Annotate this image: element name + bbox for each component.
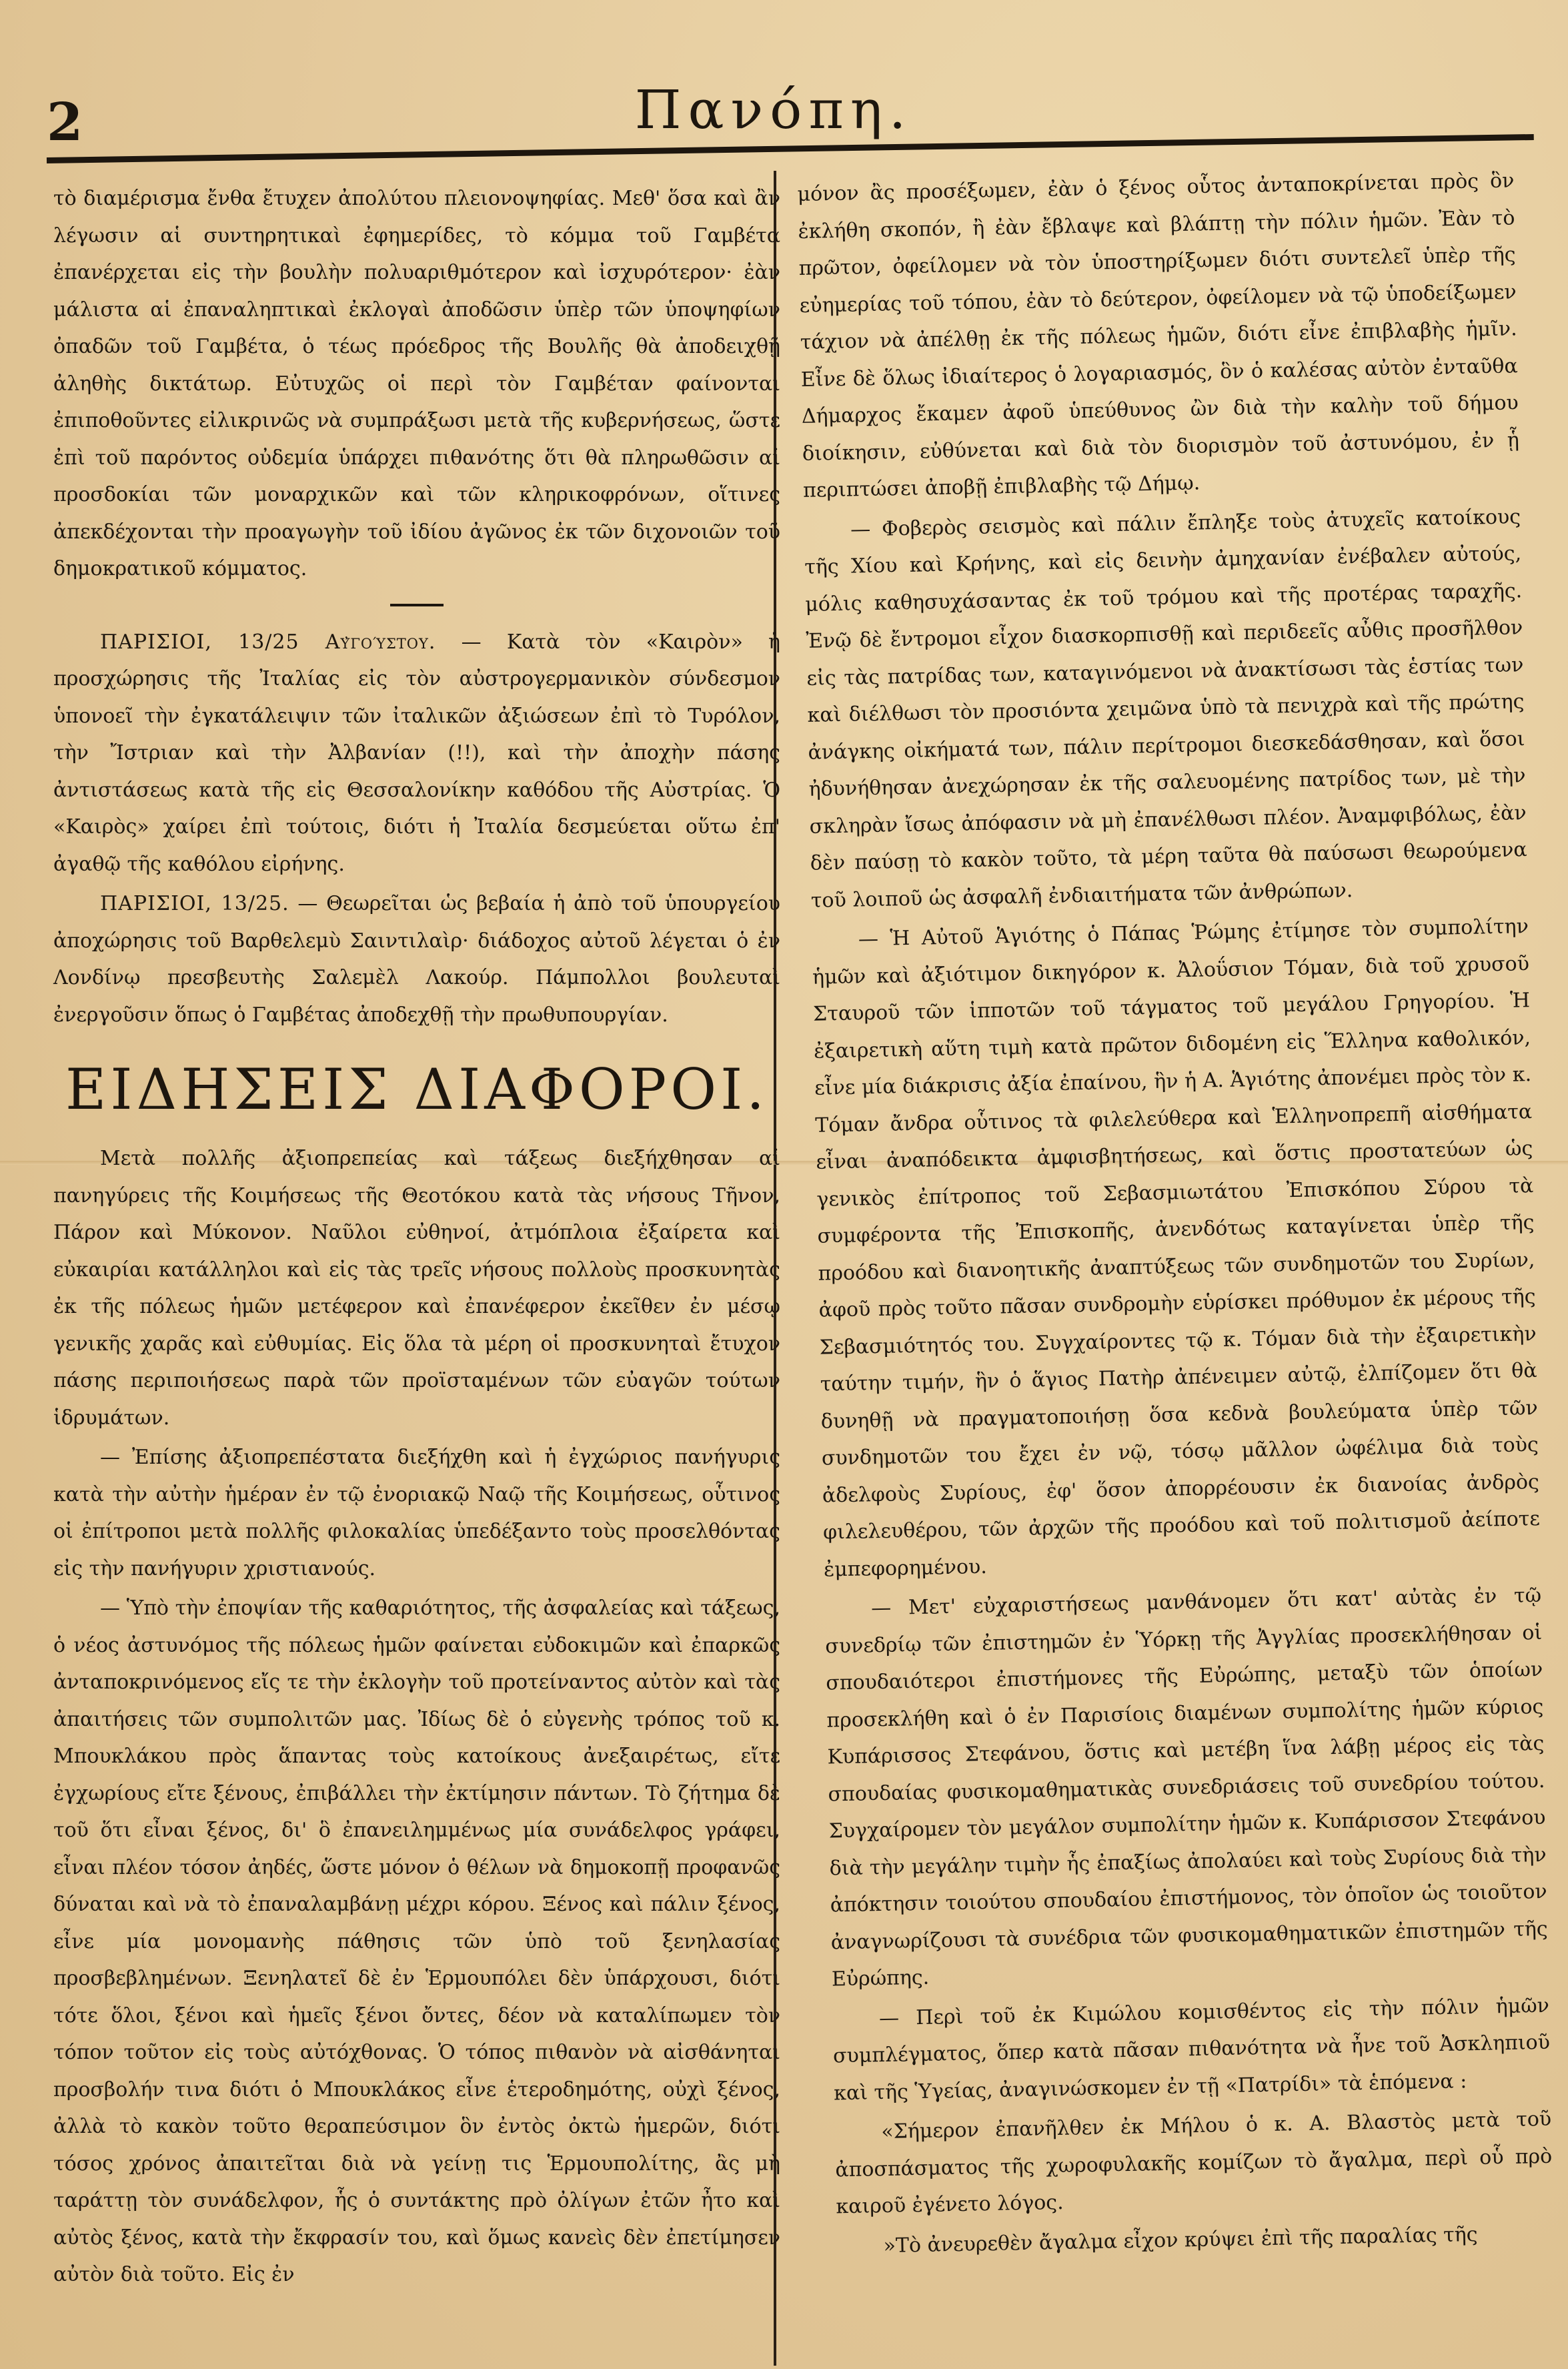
news-paragraph: — Ὑπὸ τὴν ἐποψίαν τῆς καθαριότητος, τῆς ἀσφαλείας καὶ τάξεως, ὁ νέος ἀστυνόμος τῆς πόλεως ἡμῶν φαίνεται εὐδοκιμῶν καὶ ἐπαρκῶς ἀνταποκρινόμενος εἴς τε τὴν ἐκλογὴν τοῦ προτείναντος αὐτὸν καὶ τὰς ἀπαιτήσεις τῶν συμπολιτῶν μας. Ἰδίως δὲ ὁ εὐγενὴς τρόπος τοῦ κ. Μπουκλάκου πρὸς ἅπαντας τοὺς κατοίκους ἀνεξαιρέτως, εἴτε ἐγχωρίους εἴτε ξένους, ἐπιβάλλει τὴν ἐκτίμησιν πάντων. Τὸ ζήτημα δὲ τοῦ ὅτι εἶναι ξένος, δι' ὃ ἐπανειλημμένως μία συνάδελφος γράφει, εἶναι πλέον τόσον ἀηδές, ὥστε μόνον ὁ θέλων νὰ δημοκοπῇ προφανῶς δύναται καὶ νὰ τὸ ἐπαναλαμβάνῃ μέχρι κόρου. Ξένος καὶ πάλιν ξένος, εἶνε μία μονομανὴς πάθησις τῶν ὑπὸ τοῦ ξενηλασίας προσβεβλημένων. Ξενηλατεῖ δὲ ἐν Ἑρμουπόλει δὲν ὑπάρχουσι, διότι τότε ὅλοι, ξένοι καὶ ἡμεῖς ξένοι ὄντες, δέον νὰ καταλίπωμεν τὸν τόπον τοῦτον εἰς τοὺς αὐτόχθονας. Ὁ τόπος πιθανὸν νὰ αἰσθάνηται προσβολήν τινα διότι ὁ Μπουκλάκος εἶνε ἑτεροδημότης, οὐχὶ ξένος, ἀλλὰ τὸ κακὸν τοῦτο θεραπεύσιμον ὃν ἐντὸς ὀκτὼ ἡμερῶν, διότι τόσος χρόνος ἀπαιτεῖται διὰ νὰ γείνῃ τις Ἑρμουπολίτης, ἂς μὴ ταράττῃ τὸν συνάδελφον, ἧς ὁ συντάκτης πρὸ ὀλίγων ἐτῶν ἦτο καὶ αὐτὸς ξένος, κατὰ τὴν ἔκφρασίν του, καὶ ὅμως κανεὶς δὲν ἐπετίμησεν αὐτὸν διὰ τοῦτο. Εἰς ἐν xyxy=(53,1596,780,2286)
dispatch-text: — Κατὰ τὸν «Καιρὸν» ἡ προσχώρησις τῆς Ἰταλίας εἰς τὸν αὐστρογερμανικὸν σύνδεσμον ὑπονοεῖ τὴν ἐγκατάλειψιν τῶν ἰταλικῶν ἀξιώσεων ἐπὶ τὸ Τυρόλον, τὴν Ἴστριαν καὶ τὴν Ἀλβανίαν (!!), καὶ τὴν ἀποχὴν πάσης ἀντιστάσεως κατὰ τῆς εἰς Θεσσαλονίκην καθόδου τῆς Αὐστρίας. Ὁ «Καιρὸς» χαίρει ἐπὶ τούτοις, διότι ἡ Ἰταλία δεσμεύεται οὕτω ἐπ' ἀγαθῷ τῆς καθόλου εἰρήνης. xyxy=(53,630,780,876)
news-paragraph: — Φοβερὸς σεισμὸς καὶ πάλιν ἔπληξε τοὺς ἀτυχεῖς κατοίκους τῆς Χίου καὶ Κρήνης, καὶ εἰς δεινὴν ἀμηχανίαν ἐνέβαλεν αὐτούς, μόλις καθησυχάσαντας ἐκ τοῦ τρόμου καὶ τῆς προτέρας ταραχῆς. Ἐνῷ δὲ ἔντρομοι εἶχον διασκορπισθῇ καὶ περιδεεῖς αὖθις προσῆλθον εἰς τὰς πατρίδας των, καταγινόμενοι νὰ ἀνακτίσωσι τὰς ἑστίας των καὶ διέλθωσι τὸν προσιόντα χειμῶνα ὑπὸ τὰ πενιχρὰ καὶ τῆς πρώτης ἀνάγκης οἰκήματά των, πάλιν περίτρομοι διεσκεδάσθησαν, καὶ ὅσοι ἠδυνήθησαν ἀνεχώρησαν ἐκ τῆς σαλευομένης πατρίδος των, μὲ τὴν σκληρὰν ἴσως ἀπόφασιν νὰ μὴ ἐπανέλθωσι πλέον. Ἀναμφιβόλως, ἐὰν δὲν παύσῃ τὸ κακὸν τοῦτο, τὰ μέρη ταῦτα θὰ παύσωσι θεωρούμενα τοῦ λοιποῦ ὡς ἀσφαλῆ ἐνδιαιτήματα τῶν ἀνθρώπων. xyxy=(804,504,1527,913)
news-paragraph: — Μετ' εὐχαριστήσεως μανθάνομεν ὅτι κατ' αὐτὰς ἐν τῷ συνεδρίῳ τῶν ἐπιστημῶν ἐν Ὑόρκῃ τῆς Ἀγγλίας προσεκλήθησαν οἱ σπουδαιότεροι ἐπιστήμονες τῆς Εὐρώπης, μεταξὺ τῶν ὁποίων προσεκλήθη καὶ ὁ ἐν Παρισίοις διαμένων συμπολίτης ἡμῶν κύριος Κυπάρισσος Στεφάνου, ὅστις καὶ μετέβη ἵνα λάβῃ μέρος εἰς τὰς σπουδαίας φυσικομαθηματικὰς συνεδριάσεις τοῦ συνεδρίου τούτου. Συγχαίρομεν τὸν μεγάλον συμπολίτην ἡμῶν κ. Κυπάρισσον Στεφάνου διὰ τὴν μεγάλην τιμὴν ἧς ἐπαξίως ἀπολαύει καὶ τοὺς Συρίους διὰ τὴν ἀπόκτησιν τοιούτου σπουδαίου ἐπιστήμονος, τὸν ὁποῖον ὡς τοιοῦτον ἀναγνωρίζουσι τὰ συνέδρια τῶν φυσικομαθηματικῶν ἐπιστημῶν τῆς Εὐρώπης. xyxy=(824,1583,1548,1991)
section-divider xyxy=(390,604,444,606)
news-paragraph: μόνον ἂς προσέξωμεν, ἐὰν ὁ ξένος οὗτος ἀνταποκρίνεται πρὸς ὃν ἐκλήθη σκοπόν, ἢ ἐὰν ἔβλαψε καὶ βλάπτῃ τὴν πόλιν ἡμῶν. Ἐὰν τὸ πρῶτον, ὀφείλομεν νὰ τὸν ὑποστηρίξωμεν διότι συντελεῖ ὑπὲρ τῆς εὐημερίας τοῦ τόπου, ἐὰν τὸ δεύτερον, ὀφείλομεν νὰ τῷ ὑποδείξωμεν τάχιον νὰ ἀπέλθῃ ἐκ τῆς πόλεως ἡμῶν, διότι εἶνε ἐπιβλαβὴς ἡμῖν. Εἶνε δὲ ὅλως ἰδιαίτερος ὁ λογαριασμός, ὃν ὁ καλέσας αὐτὸν ἐνταῦθα Δήμαρχος ἔκαμεν ἀφοῦ ὑπεύθυνος ὢν διὰ τὴν καλὴν τοῦ δήμου διοίκησιν, εὐθύνεται καὶ διὰ τὸν διορισμὸν τοῦ ἀστυνόμου, ἐν ᾗ περιπτώσει ἀποβῇ ἐπιβλαβὴς τῷ Δήμῳ. xyxy=(797,169,1520,502)
dispatch-paragraph xyxy=(53,624,780,883)
news-paragraph: Μετὰ πολλῆς ἀξιοπρεπείας καὶ τάξεως διεξήχθησαν αἱ πανηγύρεις τῆς Κοιμήσεως τῆς Θεοτόκου κατὰ τὰς νήσους Τῆνον, Πάρον καὶ Μύκονον. Ναῦλοι εὐθηνοί, ἀτμόπλοια ἐξαίρετα καὶ εὐκαιρίαι κατάλληλοι καὶ εἰς τὰς τρεῖς νήσους πολλοὺς προσκυνητὰς ἐκ τῆς πόλεως ἡμῶν μετέφερον καὶ ἐπανέφερον ἐκεῖθεν ἐν μέσῳ γενικῆς χαρᾶς καὶ εὐθυμίας. Εἰς ὅλα τὰ μέρη οἱ προσκυνηταὶ ἔτυχον πάσης περιποιήσεως παρὰ τῶν προϊσταμένων τῶν εὐαγῶν τούτων ἱδρυμάτων. xyxy=(53,1147,780,1430)
dispatch-paragraph xyxy=(53,885,780,1033)
newspaper-title: Πανόπη. xyxy=(634,79,913,141)
news-paragraph: — Ἡ Αὐτοῦ Ἁγιότης ὁ Πάπας Ῥώμης ἐτίμησε τὸν συμπολίτην ἡμῶν καὶ ἀξιότιμον δικηγόρον κ. Ἀλοΰσιον Τόμαν, διὰ τοῦ χρυσοῦ Σταυροῦ τῶν ἱπποτῶν τοῦ τάγματος τοῦ μεγάλου Γρηγορίου. Ἡ ἐξαιρετικὴ αὕτη τιμὴ κατὰ πρῶτον διδομένη εἰς Ἕλληνα καθολικόν, εἶνε μία διάκρισις ἀξία ἐπαίνου, ἣν ἡ Α. Ἁγιότης ἀπονέμει πρὸς τὸν κ. Τόμαν ἄνδρα οὗτινος τὰ φιλελεύθερα καὶ Ἑλληνοπρεπῆ αἰσθήματα εἶναι ἀναπόδεικτα ἀμφισβητήσεως, καὶ ὅστις προστατεύων ὡς γενικὸς ἐπίτροπος τοῦ Σεβασμιωτάτου Ἐπισκόπου Σύρου τὰ συμφέροντα τῆς Ἐπισκοπῆς, ἀνενδότως καταγίνεται ὑπὲρ τῆς προόδου καὶ διανοητικῆς ἀναπτύξεως τῶν συνδημοτῶν του Συρίων, ἀφοῦ πρὸς τοῦτο πᾶσαν συνδρομὴν εὑρίσκει πρόθυμον ἐκ μέρους τῆς Σεβασμιότητός του. Συγχαίροντες τῷ κ. Τόμαν διὰ τὴν ἐξαιρετικὴν ταύτην τιμήν, ἣν ὁ ἅγιος Πατὴρ ἀπένειμεν αὐτῷ, ἐλπίζομεν ὅτι θὰ δυνηθῇ νὰ πραγματοποιήσῃ ὅσα κεδνὰ βουλεύματα ὑπὲρ τῶν συνδημοτῶν του ἔχει ἐν νῷ, τόσῳ μᾶλλον ὠφέλιμα διὰ τοὺς ἀδελφοὺς Συρίους, ἐφ' ὅσον ἀπορρέουσιν ἐκ διανοίας ἀνδρὸς φιλελευθέρου, τῶν ἀρχῶν τῆς προόδου καὶ τοῦ πολιτισμοῦ ἀείποτε ἐμπεφορημένου. xyxy=(812,915,1541,1582)
left-column xyxy=(53,180,780,2296)
right-column xyxy=(797,162,1554,2268)
dateline: ΠΑΡΙΣΙΟΙ, 13/25. xyxy=(100,892,289,915)
dispatch-text: — Θεωρεῖται ὡς βεβαία ἡ ἀπὸ τοῦ ὑπουργείου ἀποχώρησις τοῦ Βαρθελεμὺ Σαιντιλαὶρ· διάδοχος αὐτοῦ λέγεται ὁ ἐν Λονδίνῳ πρεσβευτὴς Σαλεμὲλ Λακούρ. Πάμπολλοι βουλευταὶ ἐνεργοῦσιν ὅπως ὁ Γαμβέτας ἀποδεχθῇ τὴν πρωθυπουργίαν. xyxy=(53,892,780,1027)
news-paragraph: — Ἐπίσης ἀξιοπρεπέστατα διεξήχθη καὶ ἡ ἐγχώριος πανήγυρις κατὰ τὴν αὐτὴν ἡμέραν ἐν τῷ ἐνοριακῷ Ναῷ τῆς Κοιμήσεως, οὗτινος οἱ ἐπίτροποι μετὰ πολλῆς φιλοκαλίας ὑπεδέξαντο τοὺς προσελθόντας εἰς τὴν πανήγυριν χριστιανούς. xyxy=(53,1446,780,1580)
page-number: 2 xyxy=(47,92,83,153)
news-paragraph: — Περὶ τοῦ ἐκ Κιμώλου κομισθέντος εἰς τὴν πόλιν ἡμῶν συμπλέγματος, ὅπερ κατὰ πᾶσαν πιθανότητα νὰ ἦνε τοῦ Ἀσκληπιοῦ καὶ τῆς Ὑγείας, ἀναγινώσκομεν ἐν τῇ «Πατρίδι» τὰ ἑπόμενα : xyxy=(832,1993,1551,2105)
article-paragraph: τὸ διαμέρισμα ἔνθα ἔτυχεν ἀπολύτου πλειονοψηφίας. Μεθ' ὅσα καὶ ἂν λέγωσιν αἱ συντηρητικαὶ ἐφημερίδες, τὸ κόμμα τοῦ Γαμβέτα ἐπανέρχεται εἰς τὴν βουλὴν πολυαριθμότερον καὶ ἰσχυρότερον· ἐὰν μάλιστα αἱ ἐπαναληπτικαὶ ἐκλογαὶ ἀποδῶσιν ὑπὲρ τῶν ὑποψηφίων ὀπαδῶν τοῦ Γαμβέτα, ὁ τέως πρόεδρος τῆς Βουλῆς θὰ ἀποδειχθῇ ἀληθὴς δικτάτωρ. Εὐτυχῶς οἱ περὶ τὸν Γαμβέταν φαίνονται ἐπιποθοῦντες εἰλικρινῶς νὰ συμπράξωσι μετὰ τῆς κυβερνήσεως, ὥστε ἐπὶ τοῦ παρόντος οὐδεμία ὑπάρχει πιθανότης ὅτι θὰ πληρωθῶσιν αἱ προσδοκίαι τῶν μοναρχικῶν καὶ τῶν κληρικοφρόνων, οἵτινες ἀπεκδέχονται τὴν προαγωγὴν τοῦ ἰδίου ἀγῶνος ἐκ τῶν διχονοιῶν τοῦ δημοκρατικοῦ κόμματος. xyxy=(53,187,780,580)
news-paragraph: »Τὸ ἀνευρεθὲν ἄγαλμα εἶχον κρύψει ἐπὶ τῆς παραλίας τῆς xyxy=(883,2222,1478,2258)
dateline: ΠΑΡΙΣΙΟΙ, 13/25 Αὐγούστου. xyxy=(100,630,436,654)
section-headline: ΕΙΔΗΣΕΙΣ ΔΙΑΦΟΡΟΙ. xyxy=(65,1057,768,1122)
news-paragraph: «Σήμερον ἐπανῆλθεν ἐκ Μήλου ὁ κ. Α. Βλαστὸς μετὰ τοῦ ἀποσπάσματος τῆς χωροφυλακῆς κομίζων τὸ ἄγαλμα, περὶ οὗ πρὸ καιροῦ ἐγένετο λόγος. xyxy=(835,2107,1553,2219)
